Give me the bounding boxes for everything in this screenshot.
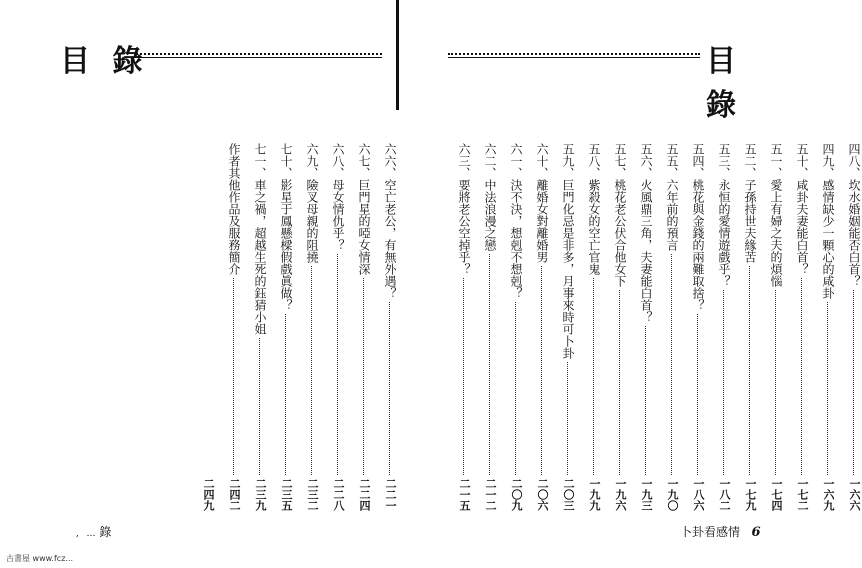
toc-entry [560, 143, 576, 511]
toc-entry-title: 作者其他作品及服務簡介 [227, 143, 241, 275]
toc-entry-page: 一八六 [692, 478, 705, 511]
toc-entry-title: 六一、決不決，想剋不想剋？ [509, 143, 523, 299]
toc-entry-title: 七一、車之禍，超越生死的鈺猜小姐 [253, 143, 267, 335]
toc-entry-page: 二一五 [458, 478, 471, 511]
toc-entry-page: 二二一 [384, 478, 397, 511]
toc-entry [820, 143, 836, 511]
toc-entry-title: 六七、巨門星的啞女情深 [357, 143, 371, 275]
toc-entry [356, 143, 372, 511]
toc-leader-dots [697, 314, 699, 475]
toc-entry-page: 二三九 [254, 478, 267, 511]
toc-entry-title: 五七、桃花老公伏合他女下 [613, 143, 627, 287]
toc-leader-dots [671, 254, 673, 475]
toc-entry-title: 六六、空亡老公，有無外遇？ [383, 143, 397, 299]
toc-entry-title: 四八、坎水婚姻能否白首？ [847, 143, 861, 287]
toc-leader-dots [515, 302, 517, 475]
toc-right-columns [446, 143, 862, 511]
toc-leader-dots [363, 278, 365, 475]
toc-entry-page: 二〇九 [510, 478, 523, 511]
toc-entry-page: 一九九 [588, 478, 601, 511]
toc-leader-dots [337, 254, 339, 475]
toc-entry-page: 一九〇 [666, 478, 679, 511]
toc-entry-page: 二二八 [332, 478, 345, 511]
watermark: 古書屋 www.fcz... [6, 554, 74, 563]
toc-entry-title: 七十、影星于鳳懸樑假戲眞做？ [279, 143, 293, 311]
toc-entry [304, 143, 320, 511]
toc-entry [586, 143, 602, 511]
toc-entry-title: 五四、桃花與金錢的兩難取捨？ [691, 143, 705, 311]
toc-entry-title: 五九、巨門化忌是非多，月事來時可卜卦 [561, 143, 575, 359]
toc-entry [612, 143, 628, 511]
toc-entry [690, 143, 706, 511]
toc-entry-title: 五五、六年前的預言 [665, 143, 679, 251]
heading-rule-left [136, 53, 382, 55]
toc-entry-title: 五八、紫殺女的空亡官鬼 [587, 143, 601, 275]
toc-entry-title: 六八、母女情仇乎？ [331, 143, 345, 251]
toc-leader-dots [827, 302, 829, 475]
toc-entry-page: 一六九 [822, 478, 835, 511]
page-fold-line [396, 0, 399, 110]
toc-entry [252, 143, 268, 511]
page-number: 6 [751, 525, 761, 540]
toc-entry [226, 143, 242, 511]
toc-leader-dots [749, 266, 751, 475]
toc-entry-page: 二〇六 [536, 478, 549, 511]
toc-entry [200, 143, 216, 511]
footer-left: , … 錄 [76, 525, 112, 539]
toc-entry [664, 143, 680, 511]
toc-entry [846, 143, 862, 511]
toc-leader-dots [775, 290, 777, 475]
toc-leader-dots [259, 338, 261, 475]
toc-leader-dots [593, 278, 595, 475]
footer-left-text: 錄 [99, 525, 112, 539]
toc-entry-title: 五十、咸卦夫妻能白首？ [795, 143, 809, 275]
toc-entry [456, 143, 472, 511]
toc-leader-dots [389, 302, 391, 475]
toc-leader-dots [619, 290, 621, 475]
footer-right [680, 523, 761, 540]
toc-entry-page: 一八二 [718, 478, 731, 511]
heading-rule-right [448, 53, 700, 55]
toc-entry-title: 五六、火風鼎三角，夫妻能白首？ [639, 143, 653, 323]
toc-leader-dots [285, 314, 287, 475]
toc-entry-page: 二一二 [484, 478, 497, 511]
left-page [0, 0, 400, 568]
toc-entry [716, 143, 732, 511]
toc-entry-page: 二三五 [280, 478, 293, 511]
toc-entry [534, 143, 550, 511]
toc-leader-dots [801, 278, 803, 475]
toc-leader-dots [311, 266, 313, 475]
toc-entry [382, 143, 398, 511]
toc-entry [638, 143, 654, 511]
toc-entry [278, 143, 294, 511]
toc-entry [482, 143, 498, 511]
toc-leader-dots [463, 278, 465, 475]
toc-entry-page: 一七九 [744, 478, 757, 511]
toc-entry-title: 四九、感情缺少一顆心的咸卦 [821, 143, 835, 299]
toc-entry-page: 二四九 [202, 478, 215, 511]
toc-leader-dots [567, 362, 569, 475]
toc-entry [794, 143, 810, 511]
toc-entry-page: 一七二 [796, 478, 809, 511]
right-page [400, 0, 861, 568]
toc-entry-page: 一九三 [640, 478, 653, 511]
toc-entry-page: 二二四 [358, 478, 371, 511]
toc-entry [768, 143, 784, 511]
toc-entry-title: 六九、險叉母親的阻撓 [305, 143, 319, 263]
toc-entry-title: 六三、要將老公空掉乎？ [457, 143, 471, 275]
toc-entry-title: 五一、愛上有婦之夫的煩惱 [769, 143, 783, 287]
page-heading-right: 目 錄 [706, 44, 742, 123]
toc-entry-page: 二〇三 [562, 478, 575, 511]
toc-leader-dots [645, 326, 647, 475]
page-heading-left: 目 錄 [60, 44, 149, 79]
toc-leader-dots [541, 266, 543, 475]
toc-entry [742, 143, 758, 511]
toc-entry-page: 二四二 [228, 478, 241, 511]
toc-entry-title: 六十、離婚女對離婚男 [535, 143, 549, 263]
toc-leader-dots [233, 278, 235, 475]
toc-entry-page: 二三二 [306, 478, 319, 511]
footer-right-text: 卜卦看感情 [680, 525, 741, 539]
toc-entry-page: 一六六 [848, 478, 861, 511]
toc-leader-dots [489, 254, 491, 475]
toc-entry-title: 五三、永恒的愛情遊戲乎？ [717, 143, 731, 287]
toc-entry-title: 五二、子孫持世夫緣苦 [743, 143, 757, 263]
toc-entry-page: 一七四 [770, 478, 783, 511]
toc-entry [330, 143, 346, 511]
toc-leader-dots [723, 290, 725, 475]
toc-entry-title: 六二、中法浪漫之戀 [483, 143, 497, 251]
toc-entry-page: 一九六 [614, 478, 627, 511]
toc-leader-dots [853, 290, 855, 475]
toc-entry [508, 143, 524, 511]
